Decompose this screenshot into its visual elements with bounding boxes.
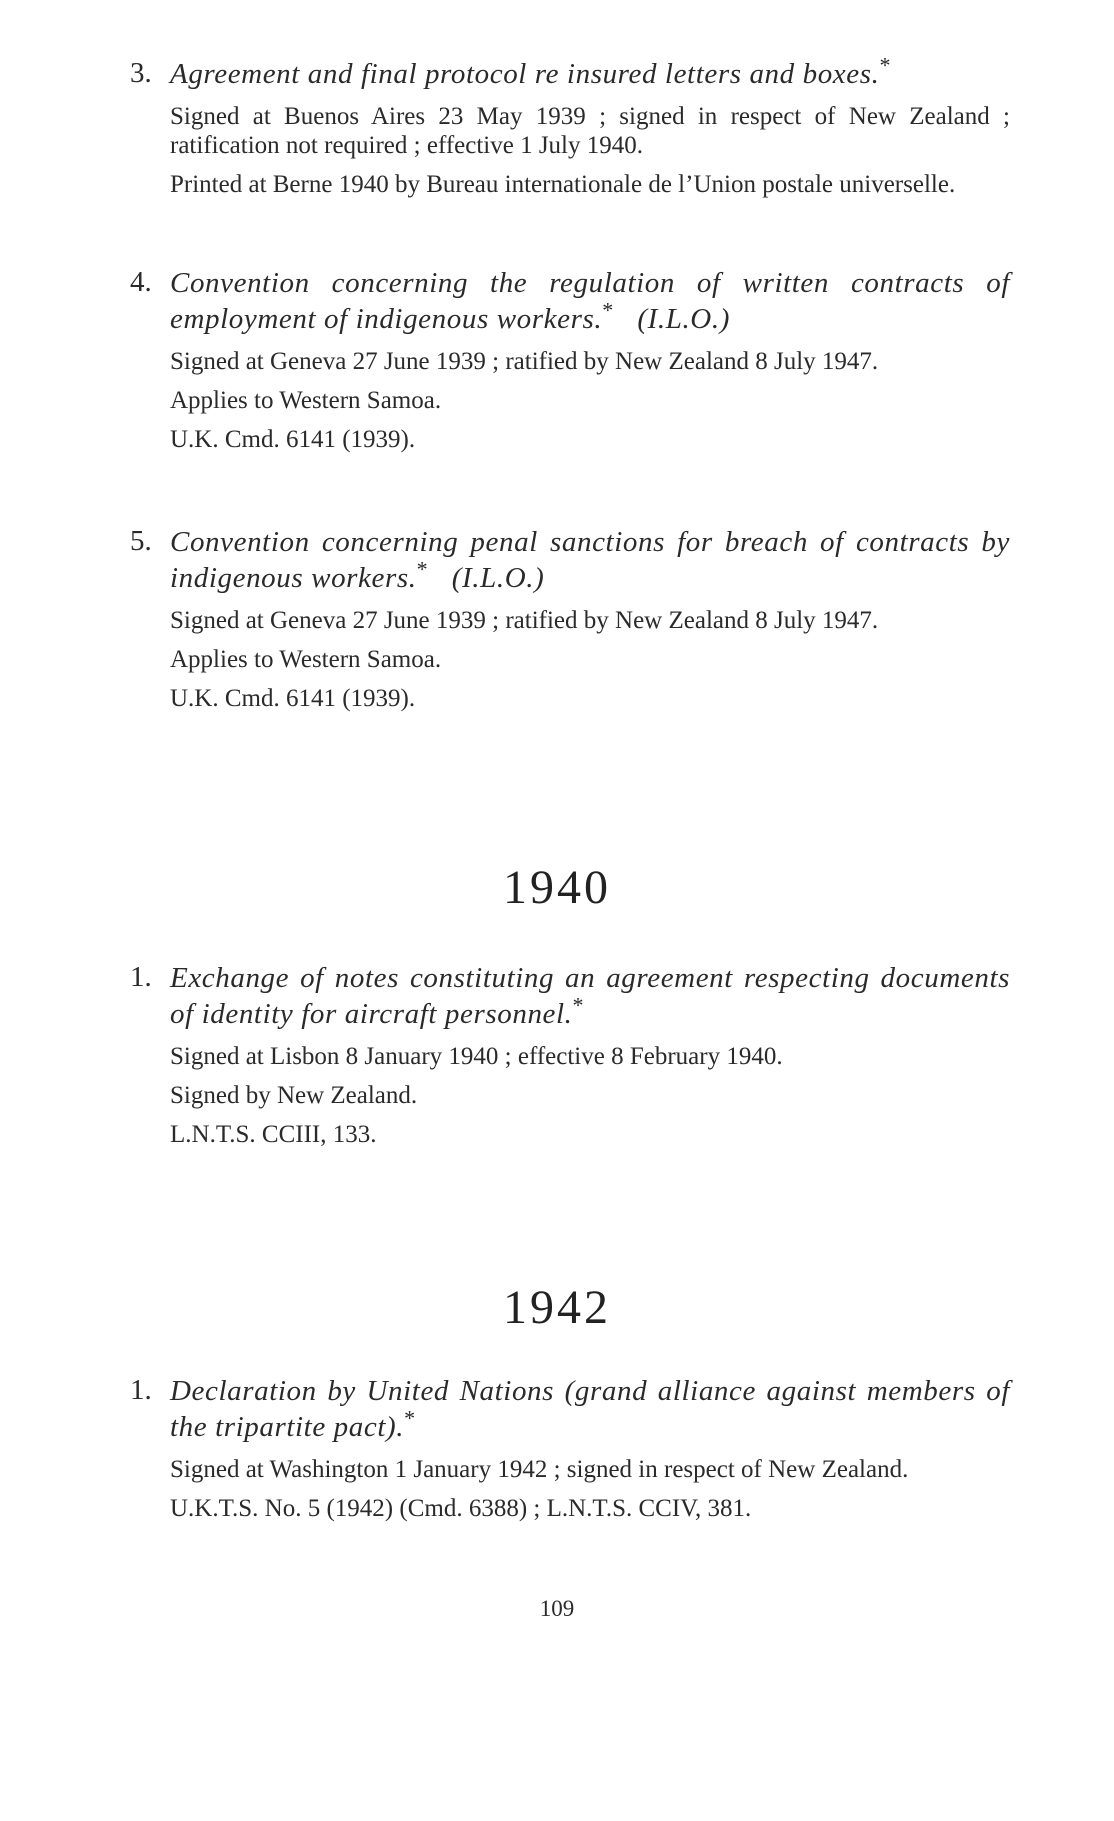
year-heading: 1942 [503,1281,611,1334]
asterisk-mark: * [602,297,614,323]
entry-title: Convention concerning the regulation of written contracts of employment of indigenous workers.* (I.L.O.) [170,267,1010,335]
asterisk-mark: * [404,1405,416,1431]
entry-detail: Signed at Washington 1 January 1942 ; signed in respect of New Zealand. [170,1456,909,1483]
entry-detail: Signed at Lisbon 8 January 1940 ; effective 8 February 1940. [170,1043,783,1070]
entry-number: 4. [130,266,152,298]
treaty-entry [130,960,1010,1149]
entry-detail: Signed at Buenos Aires 23 May 1939 ; signed in respect of New Zealand ; ratification not required ; effective 1 July 1940. [170,103,1010,159]
entry-detail: U.K.T.S. No. 5 (1942) (Cmd. 6388) ; L.N.T.S. CCIV, 381. [170,1495,752,1522]
treaty-entry [130,1373,1010,1523]
entry-detail: U.K. Cmd. 6141 (1939). [170,426,416,453]
entry-detail: Signed at Geneva 27 June 1939 ; ratified by New Zealand 8 July 1947. [170,607,879,634]
entry-title: Agreement and final protocol re insured letters and boxes.* [170,52,892,90]
page-number: 109 [539,1596,575,1621]
year-heading: 1940 [503,861,611,914]
asterisk-mark: * [879,52,892,78]
entry-title: Declaration by United Nations (grand alliance against members of the tripartite pact).* [170,1375,1010,1443]
entry-detail: Applies to Western Samoa. [170,387,442,414]
entry-number: 1. [130,1374,152,1406]
title-suffix: (I.L.O.) [637,303,730,335]
entry-detail: U.K. Cmd. 6141 (1939). [170,685,416,712]
entry-title: Exchange of notes constituting an agreement respecting documents of identity for aircraft personnel.* [170,962,1010,1030]
entry-detail: Applies to Western Samoa. [170,646,442,673]
asterisk-mark: * [572,992,585,1018]
entry-title: Convention concerning penal sanctions for breach of contracts by indigenous workers.* (I.L.O.) [170,526,1010,594]
entry-detail: L.N.T.S. CCIII, 133. [170,1121,377,1148]
treaty-entry [130,265,1010,454]
treaty-entry [130,52,1010,199]
entry-number: 5. [130,525,152,557]
entry-detail: Signed at Geneva 27 June 1939 ; ratified by New Zealand 8 July 1947. [170,348,879,375]
treaty-entry [130,524,1010,713]
entry-number: 1. [130,961,152,993]
asterisk-mark: * [416,556,429,582]
entry-number: 3. [130,57,152,89]
title-suffix: (I.L.O.) [451,562,545,594]
entry-detail: Signed by New Zealand. [170,1082,418,1109]
entry-detail: Printed at Berne 1940 by Bureau internationale de l’Union postale universelle. [170,171,956,198]
